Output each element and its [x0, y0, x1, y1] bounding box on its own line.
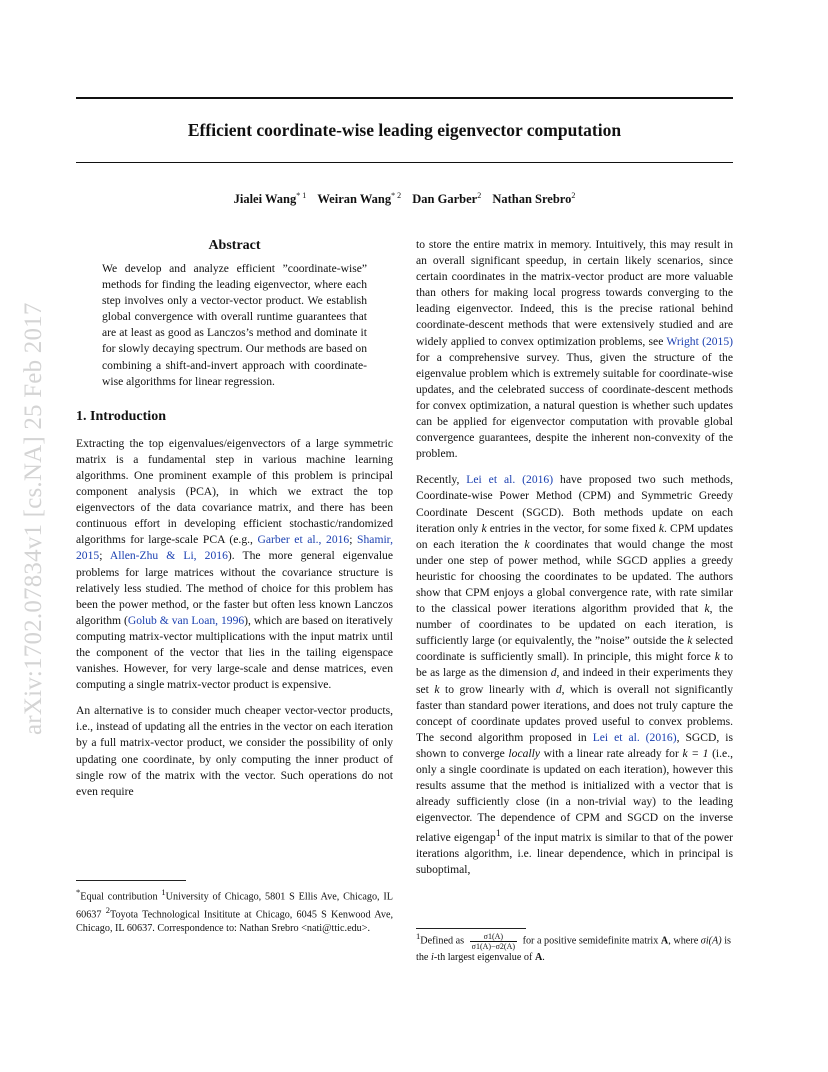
text-run: ; — [99, 549, 110, 563]
right-column — [416, 237, 733, 889]
left-column — [76, 237, 393, 810]
math-symbol: k — [714, 650, 720, 664]
text-run: to be as large as the dimension — [416, 650, 734, 680]
right-paragraph-2 — [416, 472, 733, 878]
fraction-numerator: σ1(A) — [470, 932, 517, 942]
math-symbol: k — [524, 537, 530, 551]
title-rule-bottom — [76, 162, 733, 163]
text-run: Toyota Technological Insititute at Chicago, 6045 S Kenwood Ave, Chicago, IL 60637. Correspondence to: Nathan Srebro <nati@ttic.edu>. — [76, 909, 394, 934]
text-run: ), which are based on iteratively computing matrix-vector multiplications with the input matrix until the component of the vector that lies in the tailing eigenspace vanishes. However, for very large-scale and dense matrices, even computing a single matrix-vector product is expensive. — [76, 613, 393, 692]
intro-paragraph-2: An alternative is to consider much cheaper vector-vector products, i.e., instead of updating all the entries in the vector on each iteration by a full matrix-vector product, we consider the possibility of only updating one coordinate, by only computing the inner product of single row of the matrix with the vector. Such operations do not even require — [76, 704, 393, 798]
text-run: , which is overall not significantly faster than standard power iterations, and does not truly capture the concept of coordinate updates proved useful to convex problems. The second algorithm proposed in — [416, 682, 734, 744]
text-run: selected coordinate is sufficiently small). In principle, this might force — [416, 634, 734, 664]
text-run: to grow linearly with — [439, 682, 556, 696]
footnote-mark: * — [76, 887, 81, 897]
math-symbol: i — [431, 951, 434, 963]
footnote-rule — [76, 880, 186, 881]
author-list — [76, 191, 733, 207]
text-run: (i.e., only a single coordinate is updated on each iteration), however this results assume that the method is initialized with a vector that is already sufficiently close (in a non-trivial way) to the leading eigenvector. The dependence of CPM and SGCD on the inverse relative eigengap — [416, 746, 733, 845]
math-symbol: k — [687, 634, 693, 648]
author-affiliation-mark: 2 — [571, 191, 576, 200]
math-symbol: A — [660, 935, 669, 947]
right-paragraph-1 — [416, 237, 733, 462]
math-expression: σi(A) — [700, 935, 722, 947]
text-run: , where — [668, 935, 701, 947]
author-4 — [492, 192, 575, 206]
author-name: Dan Garber — [412, 192, 478, 207]
math-expression: k = 1 — [682, 746, 709, 760]
text-run: entries in the vector, for some fixed — [486, 521, 659, 535]
citation-link[interactable]: Allen-Zhu & Li, 2016 — [109, 549, 228, 563]
intro-paragraph-1 — [76, 436, 393, 694]
text-run: Equal contribution — [80, 891, 162, 903]
citation-link[interactable]: Golub & van Loan, 1996 — [127, 613, 245, 627]
math-fraction — [470, 932, 517, 951]
footnote-mark[interactable]: 1 — [495, 828, 501, 840]
text-run: University of Chicago, 5801 S Ellis Ave, Chicago, IL 60637 — [76, 891, 394, 921]
text-run: , and indeed in their experiments they set — [416, 666, 733, 696]
text-run: , the number of coordinates to be updated on each iteration, is sufficiently large (or equivalently, the ”noise” outside the — [416, 602, 733, 648]
text-run: Extracting the top eigenvalues/eigenvectors of a large symmetric matrix is a fundamental step in various machine learning algorithms. One prominent example of this problem is principal component analysis (PCA), in which we extract the top eigenvectors of the data covariance matrix, and there has been continuous effort in developing efficient stochastic/randomized algorithms for large-scale PCA (e.g., — [76, 436, 393, 547]
author-3 — [412, 192, 481, 206]
title-rule-top — [76, 97, 733, 99]
text-run: to store the entire matrix in memory. Intuitively, this may result in an overall significant speedup, in certain likely scenarios, since certain coordinates in the matrix-vector product are more valuable than others for making local progress towards converging to the leading eigenvector. Indeed, this is the precise rational behind coordinate-descent methods that were extensively studied and are widely applied to convex optimization problems, see — [416, 238, 733, 348]
citation-link[interactable]: Shamir, 2015 — [76, 533, 393, 563]
author-2 — [317, 192, 401, 206]
text-run: ; — [349, 533, 358, 547]
text-run: . — [542, 951, 545, 963]
math-symbol: k — [434, 682, 440, 696]
fraction-denominator: σ1(A)−σ2(A) — [471, 941, 516, 951]
footnote-mark: 2 — [105, 904, 110, 915]
math-symbol: d — [555, 682, 562, 696]
math-symbol: A — [534, 951, 543, 963]
emphasis: locally — [508, 746, 540, 760]
text-run: Defined as — [420, 935, 467, 947]
affiliation-footnote — [76, 886, 393, 935]
math-symbol: k — [704, 602, 710, 616]
footnote-mark: 1 — [416, 931, 421, 941]
author-affiliation-mark: * 2 — [391, 191, 402, 200]
author-affiliation-mark: 2 — [477, 191, 482, 200]
text-run: , SGCD, is shown to converge — [416, 730, 733, 760]
text-run: is the — [416, 935, 732, 963]
text-run: for a comprehensive survey. Thus, given the structure of the eigenvalue problem which is extremely suitable for coordinate-wise updates, and the celebrated success of coordinate-descent methods for convex optimization, a natural question is whether such updates can be applied for eigenvector computation with provable global convergence guarantees, despite the inherent non-convexity of the problem. — [416, 350, 733, 461]
text-run: . CPM updates on each iteration the — [416, 521, 733, 551]
math-symbol: k — [658, 521, 664, 535]
text-run: coordinates that would change the most under one step of power method, while SGCD applies a greedy heuristic for choosing the coordinates to be updated. The authors show that CPM enjoys a global convergence rate, with rate similar to the classical power iterations algorithm provided that — [416, 537, 733, 616]
text-run: -th largest eigenvalue of — [433, 951, 535, 963]
abstract-text: We develop and analyze efficient ”coordinate-wise” methods for finding the leading eigenvector, where each step involves only a vector-vector product. We establish global convergence with overall runtime guarantees that are at least as good as Lanczos’s method and dominate it for slowly decaying spectrum. Our methods are based on combining a shift-and-invert approach with coordinate-wise algorithms for linear regression. — [102, 262, 367, 388]
author-affiliation-mark: * 1 — [296, 191, 307, 200]
author-1 — [234, 192, 307, 206]
author-name: Jialei Wang — [233, 192, 297, 207]
author-name: Nathan Srebro — [492, 192, 572, 207]
citation-link[interactable]: Garber et al., 2016 — [257, 533, 350, 547]
text-run: ). The more general eigenvalue problems for large matrices without the covariance structure is relatively less studied. The method of choice for this problem has been the power method, or the faster but often less known Lanczos algorithm ( — [76, 549, 393, 627]
citation-link[interactable]: Lei et al. (2016) — [592, 730, 677, 744]
math-symbol: k — [481, 521, 487, 535]
eigengap-footnote — [416, 929, 733, 965]
section-heading-introduction: 1. Introduction — [76, 408, 166, 424]
paper-title: Efficient coordinate-wise leading eigenvector computation — [187, 120, 622, 140]
text-run: with a linear rate already for — [539, 746, 683, 760]
text-run: for a positive semidefinite matrix — [520, 935, 661, 947]
text-run: of the input matrix is similar to that of the power iterations algorithm, i.e. linear dependence, which in principal is suboptimal, — [416, 831, 733, 877]
arxiv-stamp: arXiv:1702.07834v1 [cs.NA] 25 Feb 2017 — [20, 302, 47, 735]
footnote-mark: 1 — [161, 887, 166, 897]
author-name: Weiran Wang — [317, 192, 392, 207]
abstract-heading: Abstract — [208, 238, 261, 253]
text-run: Recently, — [416, 473, 467, 487]
citation-link[interactable]: Wright (2015) — [666, 334, 733, 348]
math-symbol: d — [550, 666, 557, 680]
text-run: have proposed two such methods, Coordinate-wise Power Method (CPM) and Symmetric Greedy Coordinate Descent (SGCD). Both methods update on each iteration only — [416, 473, 733, 535]
citation-link[interactable]: Lei et al. (2016) — [466, 473, 554, 487]
